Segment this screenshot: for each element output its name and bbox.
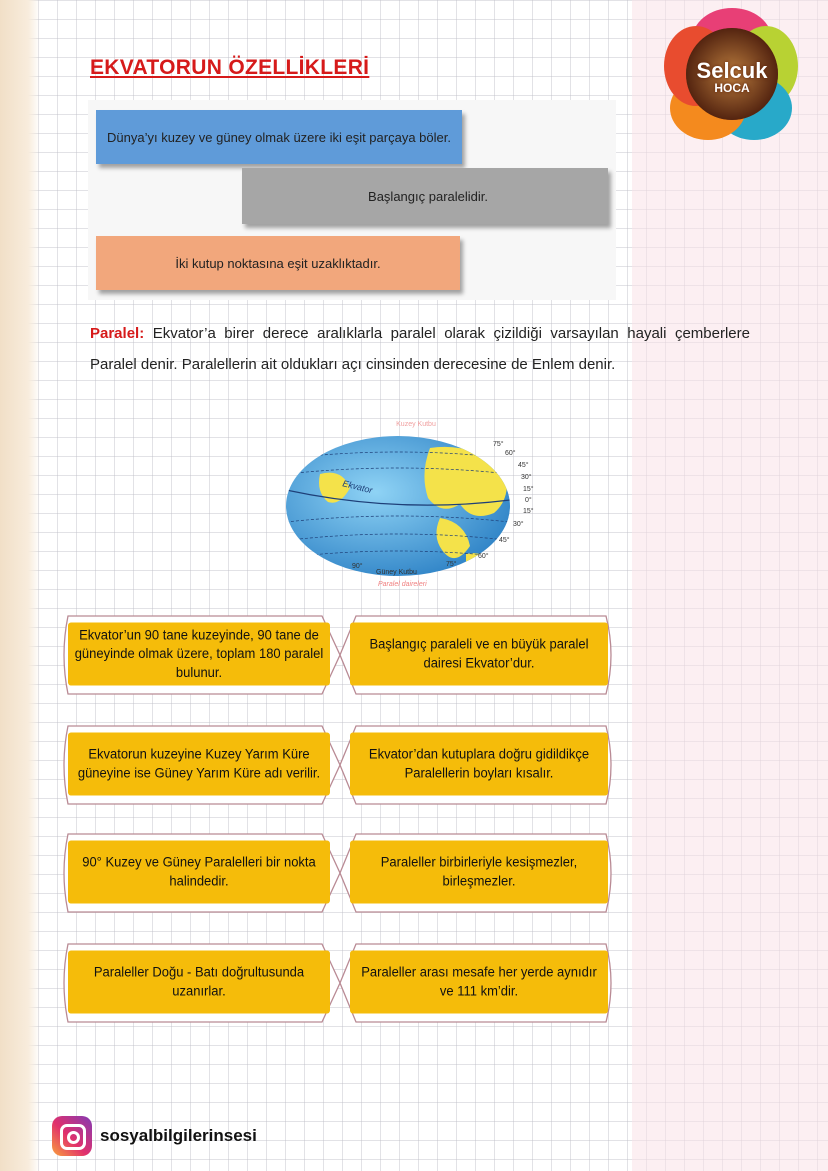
selcuk-hoca-logo <box>662 4 802 144</box>
definition-paragraph <box>90 318 750 380</box>
left-decorative-strip <box>0 0 40 1171</box>
globe-caption: Paralel daireleri <box>378 581 427 588</box>
right-decorative-strip <box>632 0 828 1171</box>
fact-pair <box>58 722 618 808</box>
degree-label: 60° <box>478 553 489 560</box>
definition-text: Ekvator’a birer derece aralıklarla paralel olarak çizildiği varsayılan hayali çemberlere Paralel denir. Paralellerin ait oldukları açı cinsinden derecesine de Enlem denir. <box>90 325 750 373</box>
fact-card: Paraleller Doğu - Batı doğrultusunda uzanırlar. <box>68 951 330 1014</box>
fact-card: 90° Kuzey ve Güney Paralelleri bir nokta halindedir. <box>68 841 330 904</box>
equator-label: Ekvator <box>341 478 374 496</box>
degree-label: 45° <box>499 537 510 544</box>
feature-box-starting-parallel: Başlangıç paralelidir. <box>242 168 608 224</box>
degree-label: 30° <box>513 521 524 528</box>
degree-label: 45° <box>518 462 529 469</box>
fact-card: Paraleller birbirleriyle kesişmezler, birleşmezler. <box>350 841 608 904</box>
fact-pair <box>58 940 618 1026</box>
instagram-icon[interactable] <box>52 1116 92 1156</box>
instagram-handle[interactable]: sosyalbilgilerinsesi <box>100 1126 257 1145</box>
parallel-facts-grid <box>58 612 618 1032</box>
page-title: EKVATORUN ÖZELLİKLERİ <box>90 56 370 79</box>
degree-label: 75° <box>446 561 457 568</box>
definition-term: Paralel: <box>90 325 145 342</box>
instagram-footer[interactable] <box>52 1116 257 1156</box>
degree-label: 90° <box>352 563 363 570</box>
fact-card: Ekvator’dan kutuplara doğru gidildikçe Paralellerin boyları kısalır. <box>350 733 608 796</box>
degree-label: 60° <box>505 450 516 457</box>
feature-box-equidistant: İki kutup noktasına eşit uzaklıktadır. <box>96 236 460 290</box>
fact-pair <box>58 830 618 916</box>
fact-card: Başlangıç paraleli ve en büyük paralel dairesi Ekvator’dur. <box>350 623 608 686</box>
fact-card: Ekvator’un 90 tane kuzeyinde, 90 tane de güneyinde olmak üzere, toplam 180 paralel bulunur. <box>68 623 330 686</box>
degree-label: 15° <box>523 508 534 515</box>
degree-label: 30° <box>521 474 532 481</box>
logo-text: Selcuk HOCA <box>696 58 768 95</box>
fact-card: Paraleller arası mesafe her yerde aynıdır ve 111 km’dir. <box>350 951 608 1014</box>
south-pole-label: Güney Kutbu <box>376 569 417 576</box>
degree-label: 75° <box>493 441 504 448</box>
degree-label: 0° <box>525 497 532 504</box>
degree-label: 15° <box>523 486 534 493</box>
globe-figure <box>280 418 552 590</box>
feature-box-halves: Dünya’yı kuzey ve güney olmak üzere iki eşit parçaya böler. <box>96 110 462 164</box>
fact-card: Ekvatorun kuzeyine Kuzey Yarım Küre güneyine ise Güney Yarım Küre adı verilir. <box>68 733 330 796</box>
fact-pair <box>58 612 618 698</box>
globe-top-caption: Kuzey Kutbu <box>396 421 436 428</box>
